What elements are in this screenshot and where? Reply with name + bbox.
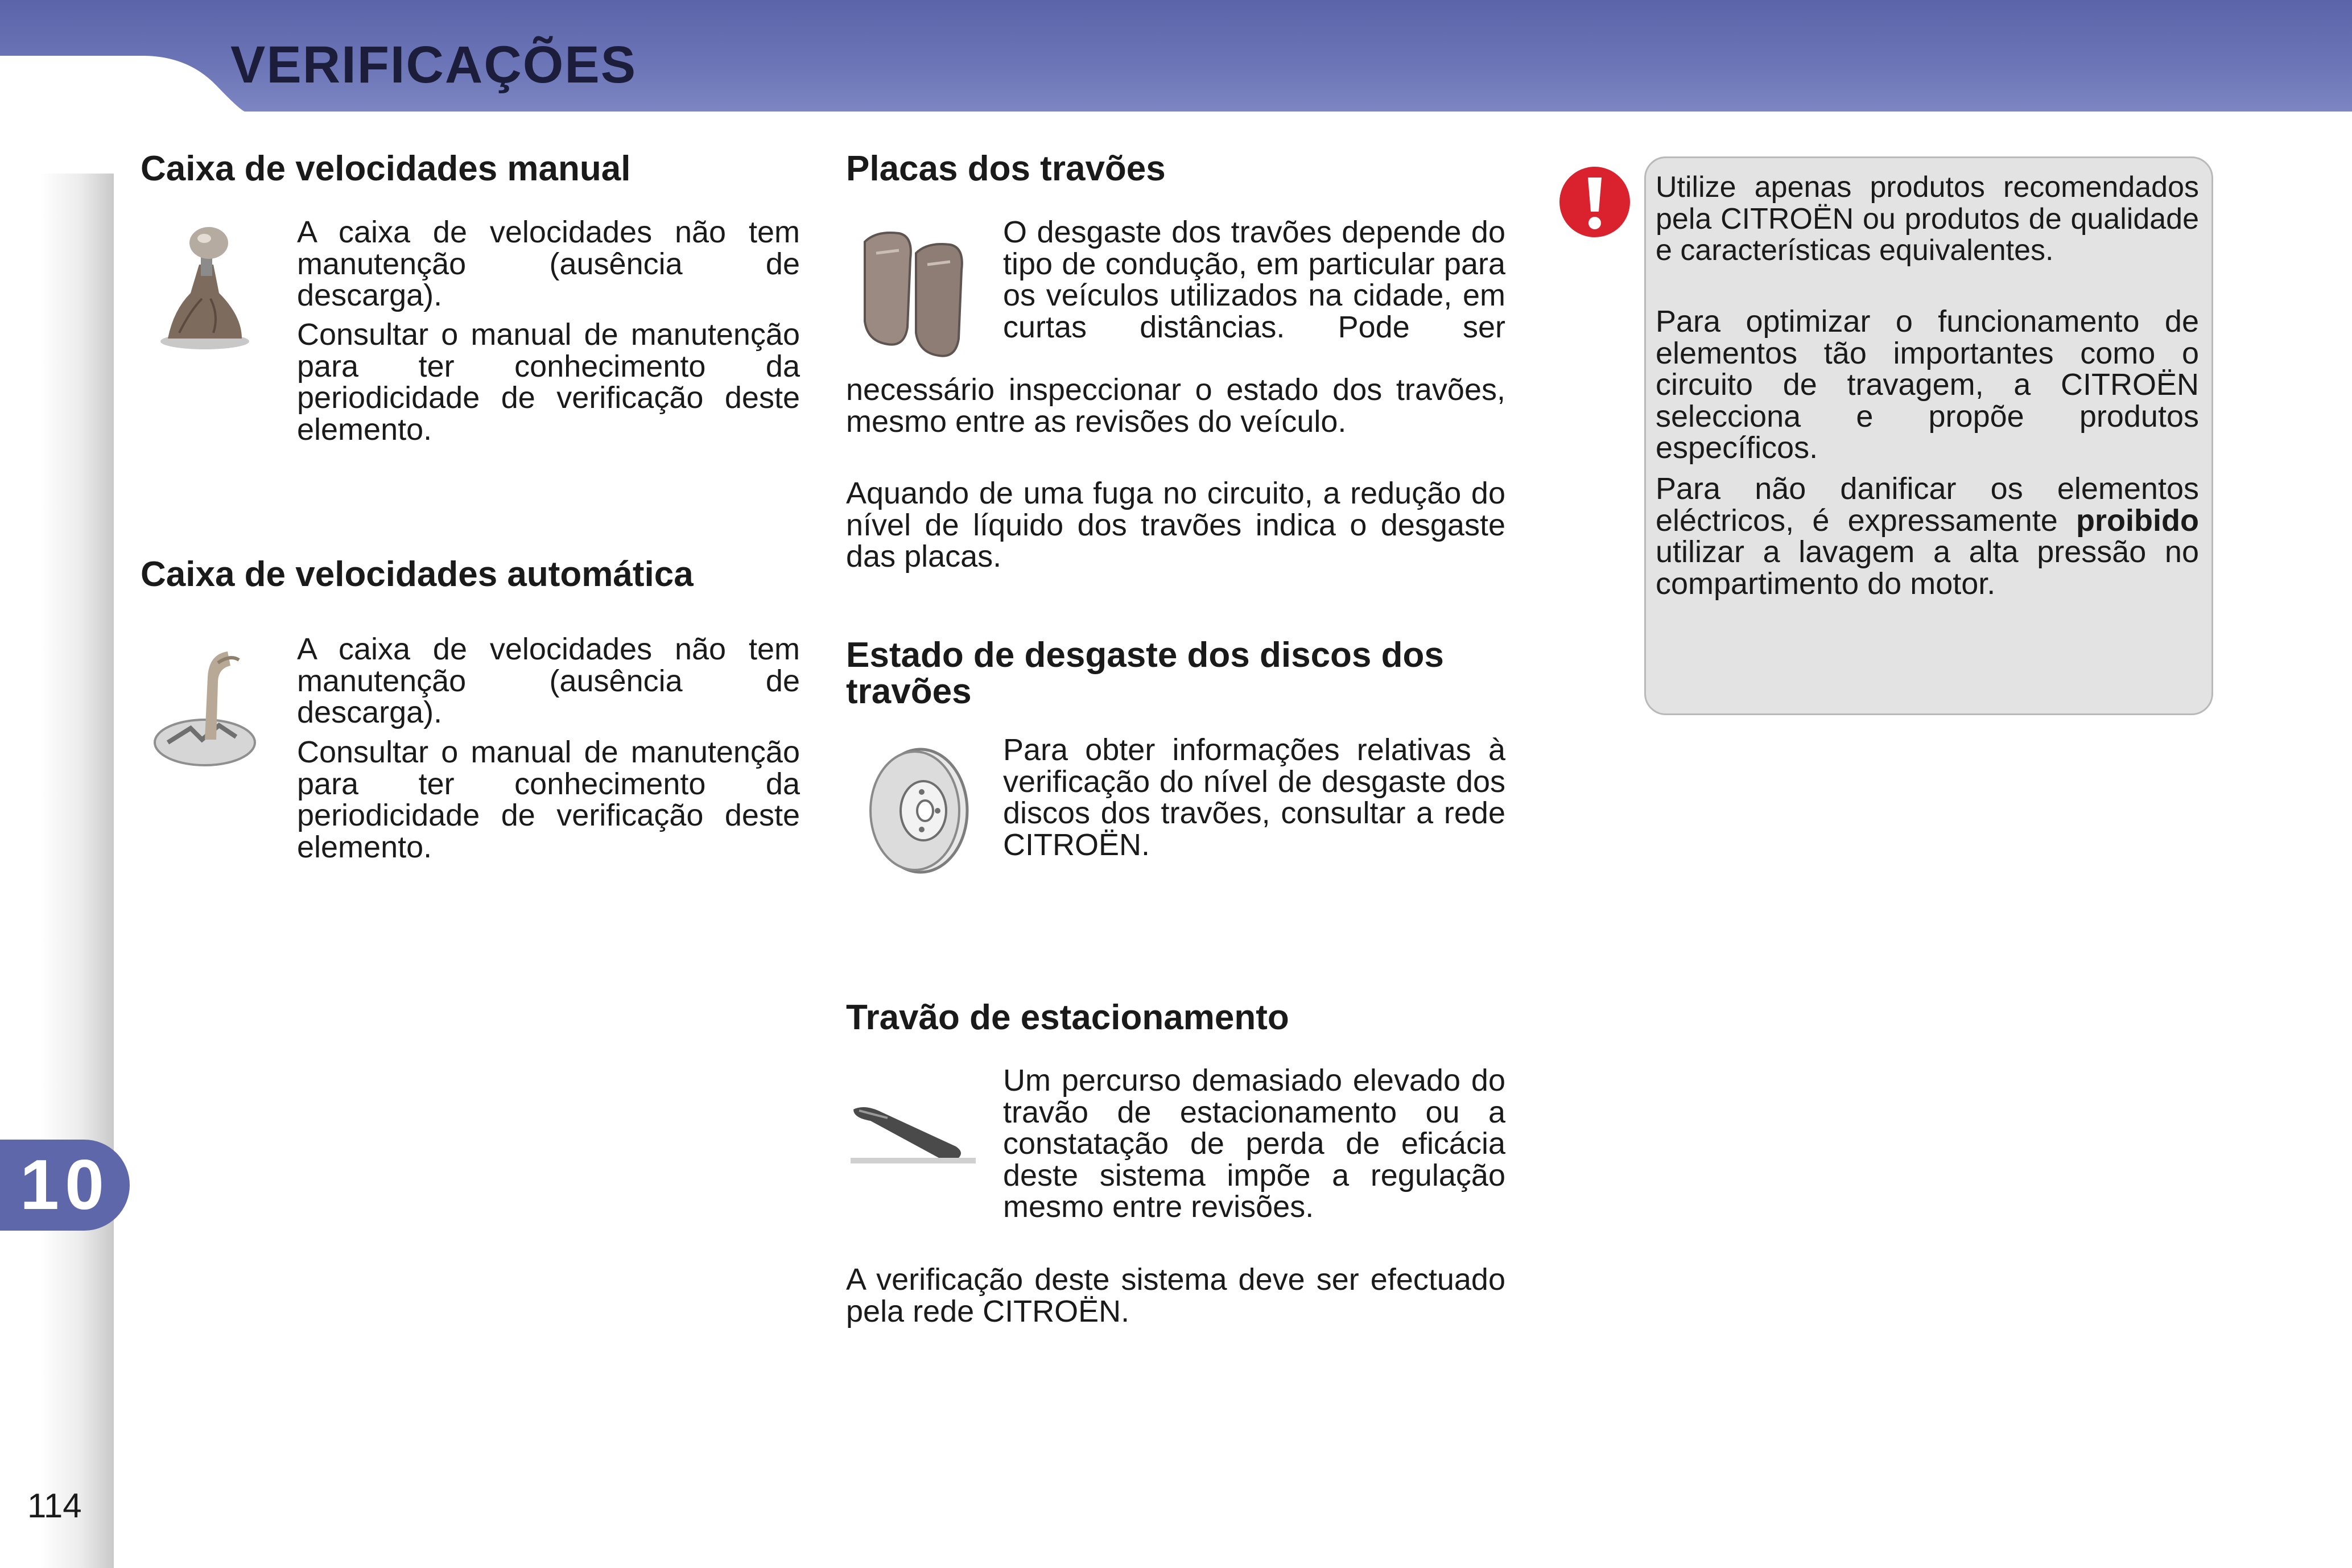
chapter-tab: 10 <box>0 1140 130 1231</box>
warning-note-text-3 <box>1656 473 2199 600</box>
manual-gear-lever-icon <box>156 225 253 353</box>
warning-note-text-3-start: Para não danificar os elementos eléctricos, é expressamente <box>1656 472 2199 538</box>
warning-exclamation-icon <box>1558 165 1632 239</box>
parking-brake-text-2: A verificação deste sistema deve ser efectuado pela rede CITROËN. <box>846 1262 1505 1328</box>
brake-discs-text: Para obter informações relativas à verificação do nível de desgaste dos discos dos travões, consultar a rede CITROËN. <box>1003 733 1505 862</box>
header-curve-decoration <box>0 0 245 112</box>
parking-brake-heading: Travão de estacionamento <box>846 998 1289 1037</box>
automatic-gearbox-text-1: A caixa de velocidades não tem manutenção (ausência de descarga). <box>297 632 800 729</box>
warning-note-text-1: Utilize apenas produtos recomendados pela CITROËN ou produtos de qualidade e características equivalentes. <box>1656 171 2199 267</box>
manual-gearbox-heading: Caixa de velocidades manual <box>141 149 631 188</box>
warning-note-prohibited: proibido <box>2076 503 2199 538</box>
brake-pads-text-1: necessário inspeccionar o estado dos travões, mesmo entre as revisões do veículo. <box>846 373 1505 439</box>
manual-gearbox-text-1: A caixa de velocidades não tem manutenção (ausência de descarga). <box>297 215 800 312</box>
warning-note-text-3-end: utilizar a lavagem a alta pressão no compartimento do motor. <box>1656 535 2199 601</box>
brake-disc-icon <box>858 740 972 876</box>
side-strip <box>40 174 114 1568</box>
parking-brake-lever-icon <box>848 1092 979 1178</box>
manual-gearbox-text-2: Consultar o manual de manutenção para ter conhecimento da periodicidade de verificação deste elemento. <box>297 317 800 447</box>
page-title: VERIFICAÇÕES <box>230 36 637 94</box>
brake-pads-text-1-intro: O desgaste dos travões depende do tipo de condução, em particular para os veículos utilizados na cidade, em curtas distâncias. Pode ser <box>1003 215 1505 344</box>
brake-discs-heading: Estado de desgaste dos discos dos travões <box>846 636 1444 711</box>
automatic-gear-selector-icon <box>151 643 265 774</box>
automatic-gearbox-heading: Caixa de velocidades automática <box>141 555 694 594</box>
page-number: 114 <box>27 1487 82 1525</box>
brake-pads-heading: Placas dos travões <box>846 149 1166 188</box>
automatic-gearbox-text-2: Consultar o manual de manutenção para ter conhecimento da periodicidade de verificação deste elemento. <box>297 735 800 864</box>
parking-brake-text-1: Um percurso demasiado elevado do travão de estacionamento ou a constatação de perda de eficácia deste sistema impõe a regulação mesmo entre revisões. <box>1003 1063 1505 1224</box>
warning-note-text-2: Para optimizar o funcionamento de elementos tão importantes como o circuito de travagem, a CITROËN selecciona e propõe produtos específicos. <box>1656 304 2199 465</box>
brake-pads-text-2: Aquando de uma fuga no circuito, a redução do nível de líquido dos travões indica o desgaste das placas. <box>846 476 1505 573</box>
brake-pads-icon <box>853 219 976 361</box>
